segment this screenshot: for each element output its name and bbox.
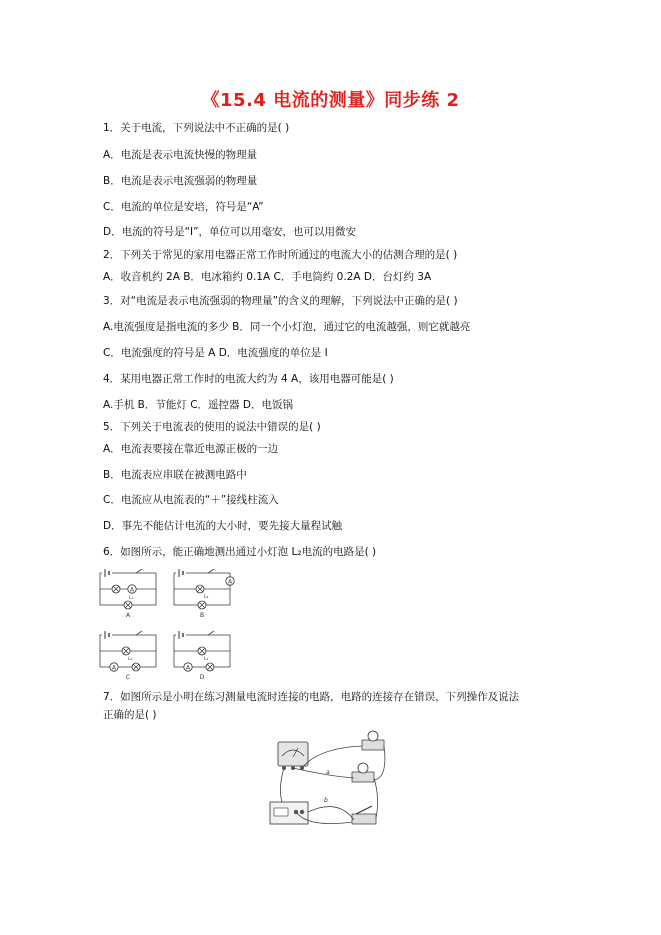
q2-options: A．收音机约 2A B．电冰箱约 0.1A C．手电筒约 0.2A D．台灯约 3A — [103, 271, 432, 283]
q5-option-a: A．电流表要接在靠近电源正极的一边 — [103, 443, 279, 455]
circuit-c-label: C — [125, 674, 131, 681]
q1-stem: 1．关于电流，下列说法中不正确的是( ) — [103, 122, 290, 134]
switch-icon — [352, 806, 376, 824]
q7-stem-line1: 7．如图所示是小明在练习测量电流时连接的电路，电路的连接存在错误，下列操作及说法 — [103, 691, 520, 703]
q6-circuit-diagrams: A L₁ A L₂ B L₁ C L₁ D — [96, 565, 246, 685]
q6-stem: 6．如图所示，能正确地测出通过小灯泡 L₂电流的电路是( ) — [103, 546, 377, 558]
q3-stem: 3．对“电流是表示电流强弱的物理量”的含义的理解，下列说法中正确的是( ) — [103, 295, 458, 307]
circuit-d-lamp-label: L₁ — [204, 657, 209, 662]
q3-options-cd: C．电流强度的符号是 A D．电流强度的单位是 I — [103, 347, 328, 359]
q1-option-c: C．电流的单位是安培，符号是“A” — [103, 201, 264, 213]
q5-option-b: B．电流表应串联在被测电路中 — [103, 469, 247, 481]
lamp-icon — [362, 731, 384, 750]
circuit-b-lamp-label: L₂ — [204, 595, 209, 600]
q1-option-a: A．电流是表示电流快慢的物理量 — [103, 149, 258, 161]
circuit-d-label: D — [199, 674, 205, 681]
q7-stem-line2: 正确的是( ) — [103, 709, 157, 721]
q7-apparatus-illustration — [268, 728, 388, 834]
q1-option-b: B．电流是表示电流强弱的物理量 — [103, 175, 258, 187]
q4-options: A.手机 B．节能灯 C．遥控器 D．电饭锅 — [103, 399, 293, 411]
power-supply-icon — [270, 802, 308, 824]
q5-option-c: C．电流应从电流表的“＋”接线柱流入 — [103, 494, 279, 506]
q3-options-ab: A.电流强度是指电流的多少 B．同一个小灯泡，通过它的电流越强，则它就越亮 — [103, 321, 471, 333]
q5-option-d: D．事先不能估计电流的大小时，要先接大量程试触 — [103, 520, 343, 532]
circuit-b — [174, 569, 234, 619]
lamp-icon — [352, 763, 374, 782]
q4-stem: 4．某用电器正常工作时的电流大约为 4 A，该用电器可能是( ) — [103, 373, 394, 385]
circuit-c — [100, 631, 156, 681]
wire-b-label: b — [324, 797, 328, 804]
circuit-a-lamp-label: L₁ — [129, 596, 134, 601]
circuit-a-label: A — [125, 612, 131, 619]
circuit-d — [174, 631, 230, 681]
q2-stem: 2．下列关于常见的家用电器正常工作时所通过的电流大小的估测合理的是( ) — [103, 249, 458, 261]
wire-a-label: a — [326, 769, 330, 776]
page-title: 《15.4 电流的测量》同步练 2 — [201, 90, 460, 111]
circuit-c-lamp-label: L₁ — [128, 657, 133, 662]
circuit-b-label: B — [199, 612, 205, 619]
q5-stem: 5．下列关于电流表的使用的说法中错误的是( ) — [103, 421, 321, 433]
q1-option-d: D．电流的符号是“I”，单位可以用毫安，也可以用微安 — [103, 226, 357, 238]
circuit-a — [100, 569, 156, 619]
